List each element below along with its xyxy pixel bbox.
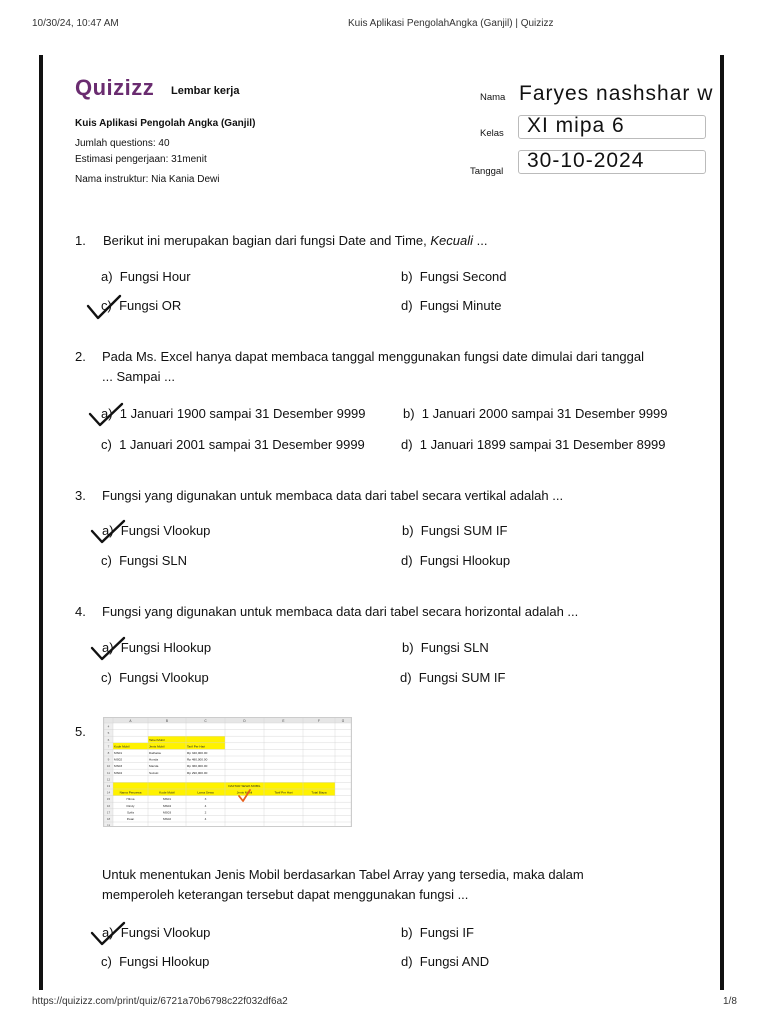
sheet-cell: Hilma xyxy=(126,797,135,802)
q2-option-c[interactable] xyxy=(101,437,365,452)
question-5-line-1: Untuk menentukan Jenis Mobil berdasarkan Tabel Array yang tersedia, maka dalam xyxy=(102,867,584,882)
option-text: Fungsi SUM IF xyxy=(420,523,508,538)
instructor-name: Nama instruktur: Nia Kania Dewi xyxy=(75,174,220,185)
option-text: Fungsi OR xyxy=(119,298,182,313)
footer-url: https://quizizz.com/print/quiz/6721a70b6798c22f032df6a2 xyxy=(32,996,288,1007)
q2-option-a[interactable] xyxy=(101,406,366,421)
sheet-cell: MS02 xyxy=(114,757,123,762)
q2-option-d[interactable] xyxy=(401,437,666,452)
question-count: Jumlah questions: 40 xyxy=(75,138,170,149)
sheet-cell: Dindy xyxy=(126,803,135,808)
option-letter: d) xyxy=(401,954,413,969)
option-letter: a) xyxy=(102,925,114,940)
q3-option-d[interactable] xyxy=(401,553,510,568)
sheet-cell: 4 xyxy=(204,817,207,821)
name-label: Nama xyxy=(480,92,506,103)
sheet-cell: Total Biaya xyxy=(311,790,327,795)
sheet-cell: Honda xyxy=(149,757,159,762)
option-text: Fungsi Hlookup xyxy=(120,640,212,655)
q3-option-c[interactable] xyxy=(101,553,187,568)
option-text: 1 Januari 2000 sampai 31 Desember 9999 xyxy=(421,406,668,421)
q4-option-b[interactable] xyxy=(402,640,489,655)
sheet-row-number: 10 xyxy=(106,764,111,769)
footer-page-number: 1/8 xyxy=(723,996,737,1007)
option-letter: d) xyxy=(400,670,412,685)
sheet-cell: Kode Mobil xyxy=(159,790,175,795)
q1-option-b[interactable] xyxy=(401,269,507,284)
q5-option-c[interactable] xyxy=(101,954,209,969)
option-text: 1 Januari 1900 sampai 31 Desember 9999 xyxy=(119,406,366,421)
sheet-cell: MS03 xyxy=(114,764,123,769)
question-3-number: 3. xyxy=(75,488,86,503)
sheet-cell: Daihatsu xyxy=(149,751,162,755)
table1-header-fill xyxy=(113,743,225,750)
option-text: 1 Januari 1899 sampai 31 Desember 8999 xyxy=(419,437,666,452)
question-5-number: 5. xyxy=(75,724,86,739)
option-letter: b) xyxy=(402,523,414,538)
sheet-row-number: 13 xyxy=(106,784,111,788)
option-letter: c) xyxy=(101,954,112,969)
option-letter: a) xyxy=(102,523,114,538)
quizizz-logo: Quizizz xyxy=(75,75,155,100)
sheet-column-header: E xyxy=(282,719,285,723)
option-text: Fungsi Vlookup xyxy=(119,670,209,685)
sheet-cell: DAFTAR SEWA MOBIL xyxy=(228,784,261,788)
sheet-cell: Jenis Mobil xyxy=(236,790,253,795)
sheet-cell: Rp 340,000.00 xyxy=(187,751,208,755)
option-text: Fungsi Vlookup xyxy=(120,523,211,538)
sheet-cell: 4 xyxy=(204,803,207,808)
option-letter: c) xyxy=(101,437,112,452)
sheet-column-header: F xyxy=(318,719,320,723)
sheet-cell: Tarif Per Hari xyxy=(274,790,293,795)
sheet-row-number: 16 xyxy=(106,803,111,808)
estimated-time: Estimasi pengerjaan: 31menit xyxy=(75,154,207,165)
option-text: Fungsi Hour xyxy=(119,269,191,284)
sheet-column-header: A xyxy=(129,719,132,723)
q4-option-d[interactable] xyxy=(400,670,505,685)
option-letter: b) xyxy=(401,269,413,284)
sheet-cell: Syifa xyxy=(127,810,134,815)
sheet-cell: Suzuki xyxy=(149,770,159,775)
question-3-text: Fungsi yang digunakan untuk membaca data dari tabel secara vertikal adalah ... xyxy=(102,488,564,503)
worksheet-label: Lembar kerja xyxy=(171,85,240,97)
checkmark-icon xyxy=(90,636,126,662)
checkmark-icon xyxy=(86,294,122,322)
checkmark-icon xyxy=(90,921,126,947)
sheet-column-header: G xyxy=(341,719,345,723)
sheet-cell: MS04 xyxy=(162,803,172,808)
q2-option-b[interactable] xyxy=(403,406,668,421)
sheet-column-header-row xyxy=(104,718,351,723)
question-4-text: Fungsi yang digunakan untuk membaca data dari tabel secara horizontal adalah ... xyxy=(102,604,579,619)
option-letter: d) xyxy=(401,553,413,568)
q1-option-d[interactable] xyxy=(401,298,501,313)
sheet-row-number: 6 xyxy=(107,737,110,742)
question-2-line-2: ... Sampai ... xyxy=(102,369,175,384)
sheet-cell: Ihsan xyxy=(126,817,135,821)
spreadsheet-grid xyxy=(104,718,351,826)
print-page-title: Kuis Aplikasi PengolahAngka (Ganjil) | Quizizz xyxy=(348,18,554,29)
option-text: Fungsi Hlookup xyxy=(119,954,210,969)
question-1-number: 1. xyxy=(75,233,86,248)
sheet-cell: MS04 xyxy=(114,770,123,775)
sheet-column-header: D xyxy=(243,719,246,723)
sheet-cell: Rp 480,000.00 xyxy=(187,757,208,762)
quiz-title: Kuis Aplikasi Pengolah Angka (Ganjil) xyxy=(75,118,256,129)
sheet-row-number: 5 xyxy=(107,731,110,736)
q5-option-b[interactable] xyxy=(401,925,474,940)
question-1-text-main: Berikut ini merupakan bagian dari fungsi Date and Time, xyxy=(103,233,431,248)
q5-option-d[interactable] xyxy=(401,954,489,969)
option-text: Fungsi IF xyxy=(419,925,474,940)
sheet-cell: Tabel Mobil xyxy=(149,737,165,742)
sheet-cell: 3 xyxy=(204,797,207,802)
option-text: Fungsi AND xyxy=(419,954,490,969)
option-letter: c) xyxy=(101,670,112,685)
page-border-left xyxy=(39,55,43,990)
option-text: Fungsi Minute xyxy=(419,298,502,313)
sheet-column-header: C xyxy=(204,719,207,723)
checkmark-icon xyxy=(88,402,124,428)
sheet-column-header: B xyxy=(165,719,169,723)
sheet-row-number: 19 xyxy=(106,823,111,826)
option-letter: c) xyxy=(101,298,112,313)
q3-option-b[interactable] xyxy=(402,523,507,538)
sheet-cell: Kode Mobil xyxy=(114,744,130,749)
sheet-row-number: 11 xyxy=(106,770,111,775)
question-1-text-end: ... xyxy=(473,233,488,248)
sheet-cell: MS01 xyxy=(162,797,172,802)
option-letter: c) xyxy=(101,553,112,568)
sheet-row-number: 7 xyxy=(107,744,110,749)
date-field[interactable]: 30-10-2024 xyxy=(527,149,645,172)
option-text: Fungsi Second xyxy=(419,269,507,284)
class-field[interactable]: XI mipa 6 xyxy=(527,114,625,137)
sheet-cell: Mazda xyxy=(149,764,159,769)
option-text: Fungsi SLN xyxy=(420,640,489,655)
sheet-cell: MS03 xyxy=(162,810,172,815)
sheet-cell: MS02 xyxy=(162,817,172,821)
class-label: Kelas xyxy=(480,128,504,139)
question-2-line-1: Pada Ms. Excel hanya dapat membaca tanggal menggunakan fungsi date dimulai dari tanggal xyxy=(102,349,645,364)
sheet-row-number: 12 xyxy=(106,777,111,782)
option-text: Fungsi Hlookup xyxy=(419,553,511,568)
checkmark-icon xyxy=(90,519,126,545)
q4-option-c[interactable] xyxy=(101,670,209,685)
option-letter: b) xyxy=(401,925,413,940)
table2-header-fill xyxy=(113,789,335,796)
sheet-row-number: 14 xyxy=(106,790,111,795)
sheet-row-number: 8 xyxy=(107,751,110,755)
page-border-right xyxy=(720,55,724,990)
sheet-cell: Tarif Per Hari xyxy=(187,744,206,749)
option-text: 1 Januari 2001 sampai 31 Desember 9999 xyxy=(119,437,365,452)
sheet-row-number: 15 xyxy=(106,797,111,802)
option-letter: a) xyxy=(101,269,113,284)
sheet-row-number: 9 xyxy=(107,757,110,762)
spreadsheet-image xyxy=(103,717,352,827)
option-text: Fungsi SUM IF xyxy=(418,670,506,685)
sheet-row-number: 18 xyxy=(106,817,111,821)
table2-title-fill xyxy=(113,782,335,789)
option-letter: b) xyxy=(403,406,415,421)
q1-option-a[interactable] xyxy=(101,269,191,284)
question-1-text-italic: Kecuali xyxy=(430,233,473,248)
sheet-cell: Jenis Mobil xyxy=(149,744,165,749)
question-4-number: 4. xyxy=(75,604,86,619)
sheet-cell: Rp 360,000.00 xyxy=(187,764,208,769)
date-label: Tanggal xyxy=(470,166,504,177)
option-text: Fungsi SLN xyxy=(119,553,187,568)
option-letter: a) xyxy=(102,640,114,655)
question-2-number: 2. xyxy=(75,349,86,364)
option-text: Fungsi Vlookup xyxy=(120,925,211,940)
sheet-row-number: 4 xyxy=(107,724,110,729)
sheet-cell: 2 xyxy=(204,810,207,815)
name-field[interactable]: Faryes nashshar w xyxy=(519,82,714,105)
option-letter: d) xyxy=(401,437,413,452)
sheet-cell: Lama Sewa xyxy=(197,790,214,795)
sheet-cell: Rp 290,000.00 xyxy=(187,770,208,775)
sheet-row-number: 17 xyxy=(106,810,111,815)
question-5-line-2: memperoleh keterangan tersebut dapat menggunakan fungsi ... xyxy=(102,887,469,902)
option-letter: a) xyxy=(101,406,113,421)
print-datetime: 10/30/24, 10:47 AM xyxy=(32,18,119,29)
sheet-cell: Nama Penyewa xyxy=(119,790,142,795)
option-letter: b) xyxy=(402,640,414,655)
sheet-cell: MS01 xyxy=(114,751,123,755)
question-1-text xyxy=(103,233,487,248)
option-letter: d) xyxy=(401,298,413,313)
